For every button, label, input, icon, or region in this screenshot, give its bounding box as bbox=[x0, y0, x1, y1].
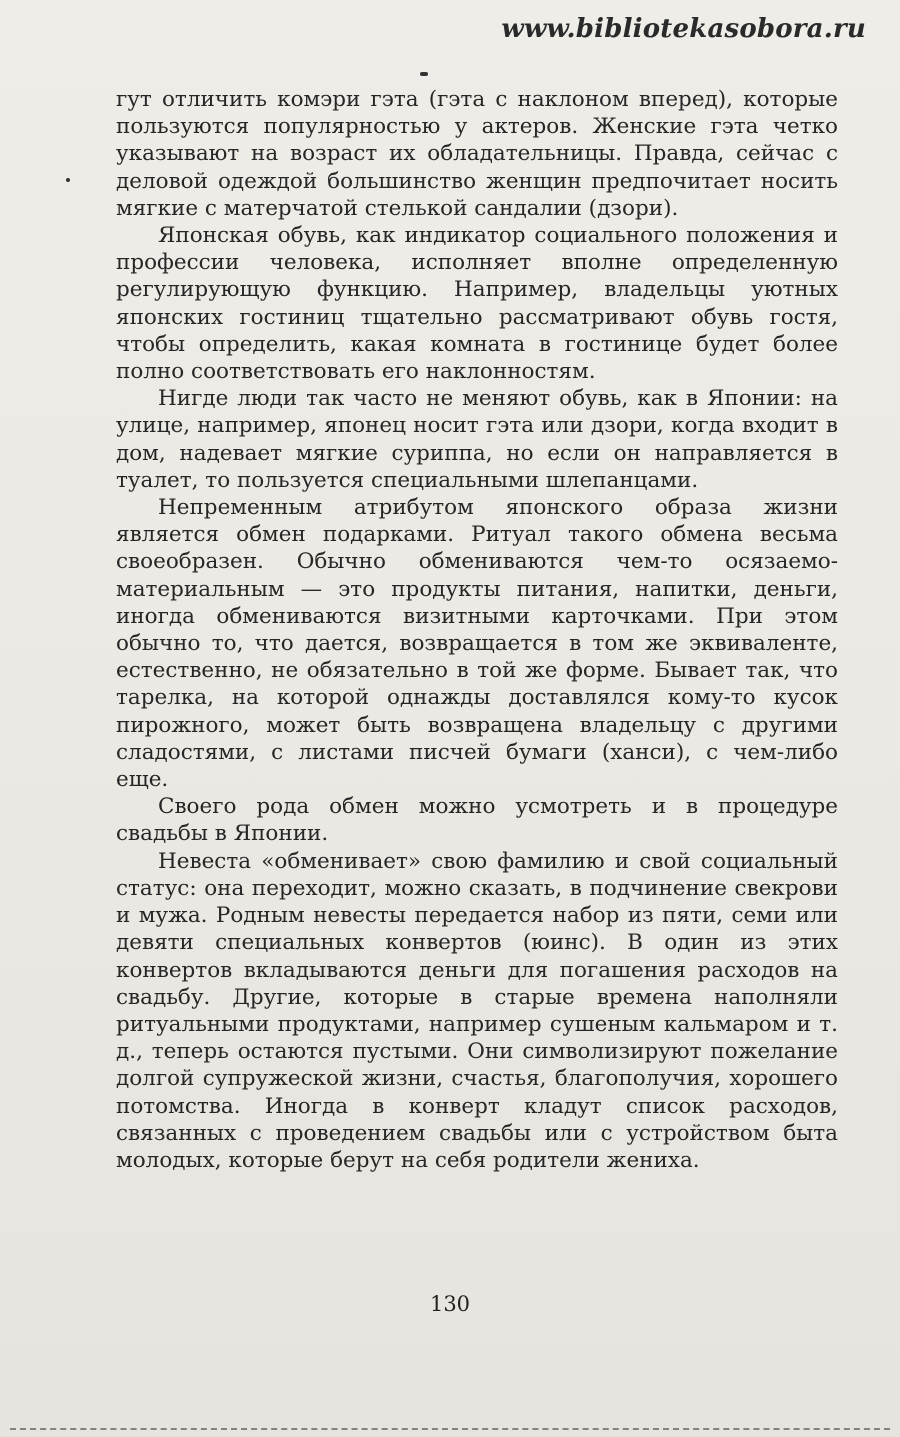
site-watermark: www.bibliotekasobora.ru bbox=[501, 14, 866, 44]
paragraph-japanese-footwear: Японская обувь, как индикатор социального положения и профессии человека, исполняет вполне определенную регулирующую функцию. Например, владельцы уютных японских гостиниц тщательно рассматривают обувь гостя, чтобы определить, какая комната в гостинице будет более полно соответствовать его наклонностям. bbox=[116, 223, 838, 385]
paragraph-bride: Невеста «обменивает» свою фамилию и свой социальный статус: она переходит, можно сказать, в подчинение свекрови и мужа. Родным невесты передается набор из пяти, семи или девяти специальных конвертов (юинс). В один из этих конвертов вкладываются деньги для погашения расходов на свадьбу. Другие, которые в старые времена наполняли ритуальными продуктами, например сушеным кальмаром и т. д., теперь остаются пустыми. Они символизируют пожелание долгой супружеской жизни, счастья, благополучия, хорошего потомства. Иногда в конверт кладут список расходов, связанных с проведением свадьбы или с устройством быта молодых, которые берут на себя родители жениха. bbox=[116, 848, 838, 1173]
paragraph-gift-exchange: Непременным атрибутом японского образа жизни является обмен подарками. Ритуал такого обмена весьма своеобразен. Обычно обмениваются чем-то осязаемо-материальным — это продукты питания, напитки, деньги, иногда обмениваются визитными карточками. При этом обычно то, что дается, возвращается в том же эквиваленте, естественно, не обязательно в той же форме. Бывает так, что тарелка, на которой однажды доставлялся кому-то кусок пирожного, может быть возвращена владельцу с другими сладостями, с листами писчей бумаги (ханси), с чем-либо еще. bbox=[116, 495, 838, 793]
margin-dot bbox=[66, 178, 70, 182]
print-mark bbox=[420, 72, 428, 76]
paragraph-changing-shoes: Нигде люди так часто не меняют обувь, как в Японии: на улице, например, японец носит гэта или дзори, когда входит в дом, надевает мягкие суриппа, но если он направляется в туалет, то пользуется специальными шлепанцами. bbox=[116, 386, 838, 493]
bottom-edge-line bbox=[10, 1428, 890, 1432]
paragraph-continuation: гут отличить комэри гэта (гэта с наклоном вперед), которые пользуются популярностью у актеров. Женские гэта четко указывают на возраст их обладательницы. Правда, сейчас с деловой одеждой большинство женщин предпочитает носить мягкие с матерчатой стелькой сандалии (дзори). bbox=[116, 87, 838, 221]
paragraph-wedding-exchange: Своего рода обмен можно усмотреть и в процедуре свадьбы в Японии. bbox=[116, 794, 838, 847]
body-text bbox=[116, 86, 838, 1174]
page-number: 130 bbox=[429, 1292, 471, 1316]
